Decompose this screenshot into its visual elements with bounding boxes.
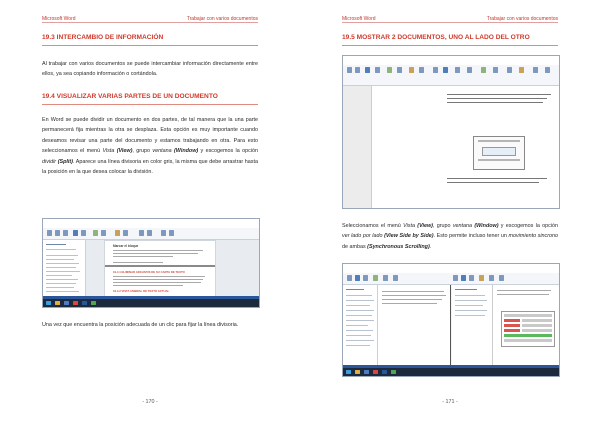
dialog-line [478, 140, 520, 142]
nav-line [46, 287, 74, 288]
right-document [493, 285, 559, 368]
doc-line [382, 291, 444, 292]
running-head-chapter: Trabajar con varios documentos [186, 16, 258, 22]
doc-text-block [443, 88, 555, 116]
page-number: - 170 - [142, 399, 158, 405]
text-run: de ambas [342, 243, 368, 250]
doc-line [113, 253, 198, 254]
nav-line [46, 271, 80, 272]
doc-red-title: 19.4.2 VISTA UMBRAL DE TEXTO ACTUAL [113, 289, 170, 293]
nav-line [346, 320, 374, 321]
menu-name: Vista [102, 148, 115, 155]
section-heading-19-5: 19.5 MOSTRAR 2 DOCUMENTOS, UNO AL LADO DEL OTRO [342, 34, 530, 41]
section-heading-19-4: 19.4 VISUALIZAR VARIAS PARTES DE UN DOCUMENTO [42, 93, 218, 100]
menu-name-en: (View) [417, 223, 433, 229]
sync-term-en: (Synchronous Scrolling) [367, 243, 430, 250]
doc-line [113, 279, 203, 280]
nav-line [455, 315, 485, 316]
left-document [378, 285, 451, 368]
ribbon-icon [139, 230, 144, 236]
nav-line [346, 345, 370, 346]
document-area [86, 240, 259, 299]
ribbon-icon [393, 275, 398, 281]
ribbon-icon [499, 275, 504, 281]
app-icon [391, 370, 396, 374]
page-number: - 171 - [442, 399, 458, 405]
ribbon-icon [409, 67, 414, 73]
ribbon-icon [373, 275, 378, 281]
nav-line [46, 249, 76, 250]
taskbar [43, 299, 259, 307]
doc-line [497, 294, 549, 295]
nav-line [346, 295, 372, 296]
text-run: Seleccionamos el menú [342, 223, 404, 229]
ribbon-icon [93, 230, 98, 236]
dialog-field [482, 147, 516, 156]
ribbon-toolbar [343, 273, 559, 285]
nav-line [455, 300, 487, 301]
running-head-chapter: Trabajar con varios documentos [486, 16, 558, 22]
table-cell [504, 339, 552, 342]
doc-line [447, 102, 543, 103]
doc-line [382, 303, 437, 304]
split-divider-line[interactable] [105, 265, 215, 267]
section-rule [42, 104, 258, 105]
ribbon-icon [519, 67, 524, 73]
app-icon [91, 301, 96, 305]
ribbon-icon [479, 275, 484, 281]
doc-line [382, 295, 446, 296]
ribbon-icon [489, 275, 494, 281]
navigation-pane [43, 240, 86, 299]
screenshot-two-windows [342, 55, 560, 209]
start-icon [346, 370, 351, 374]
ribbon-icon [443, 67, 448, 73]
menu-name: Vista [403, 223, 415, 229]
table-cell [522, 329, 552, 332]
table-cell [504, 334, 552, 337]
table-cell [504, 324, 520, 327]
nav-line [346, 305, 370, 306]
ribbon-icon [455, 67, 460, 73]
ribbon-icon [461, 275, 466, 281]
doc-line [447, 98, 547, 99]
ribbon-icon [469, 275, 474, 281]
ribbon-icon [101, 230, 106, 236]
doc-line [382, 299, 442, 300]
table-cell [522, 319, 552, 322]
doc-line [113, 282, 201, 283]
ribbon-icon [467, 67, 472, 73]
dialog-box [473, 136, 525, 170]
text-run: . Aparece una línea divisoria en color gris, la misma que debe arrastrar hasta la posición en la que desea colocar la división. [42, 158, 258, 176]
ribbon-icon [147, 230, 152, 236]
ribbon-icon [493, 67, 498, 73]
doc-line [113, 250, 203, 251]
ribbon-icon [355, 275, 360, 281]
app-icon [364, 370, 369, 374]
nav-line [346, 335, 371, 336]
ribbon-icon [161, 230, 166, 236]
running-head-title: Microsoft Word [342, 16, 376, 22]
menu-name-en: (View) [116, 148, 133, 155]
nav-line [46, 263, 79, 264]
ribbon-icon [397, 67, 402, 73]
ribbon-toolbar [343, 65, 559, 86]
ribbon-icon [55, 230, 60, 236]
section-heading-19-3: 19.3 INTERCAMBIO DE INFORMACIÓN [42, 34, 164, 41]
ribbon-icon [47, 230, 52, 236]
nav-line [46, 255, 78, 256]
ribbon-icon [115, 230, 120, 236]
section-rule [42, 45, 258, 46]
nav-line [346, 325, 368, 326]
option-name: ver lado por lado [342, 233, 383, 240]
nav-line [346, 340, 374, 341]
right-page [300, 0, 600, 424]
nav-line [46, 244, 66, 245]
doc-line [447, 94, 551, 95]
ribbon-icon [507, 67, 512, 73]
nav-line [455, 305, 483, 306]
word-icon [382, 370, 387, 374]
app-icon [373, 370, 378, 374]
option-name-en: (View Side by Side) [384, 233, 434, 240]
ribbon-icon [355, 67, 360, 73]
text-run: . Esto permite incluso tener un [433, 233, 509, 240]
group-name: ventana [452, 223, 473, 229]
window-divider [450, 285, 451, 368]
group-name-en: (Window) [474, 223, 499, 229]
paragraph-19-5 [342, 221, 558, 252]
ribbon-icon [433, 67, 438, 73]
doc-line [113, 276, 205, 277]
nav-line [346, 300, 374, 301]
nav-line [46, 275, 72, 276]
text-run: . [429, 243, 432, 250]
nav-line [346, 330, 373, 331]
ribbon-icon [365, 67, 370, 73]
ribbon-icon [453, 275, 458, 281]
nav-line [455, 310, 487, 311]
running-head-title: Microsoft Word [42, 16, 76, 22]
screenshot-split-window [42, 218, 260, 308]
section-rule [342, 45, 558, 46]
nav-line [455, 289, 477, 290]
ribbon-icon [533, 67, 538, 73]
app-icon [64, 301, 69, 305]
text-run: y escogemos la opción [198, 148, 258, 155]
option-name-en: (Split) [57, 158, 73, 165]
table-header-row [504, 314, 552, 317]
table-cell [522, 324, 552, 327]
app-icon [73, 301, 78, 305]
table-cell [504, 329, 520, 332]
option-name: dividir [42, 158, 57, 165]
ribbon-icon [481, 67, 486, 73]
doc-line [113, 285, 183, 286]
taskbar [343, 368, 559, 376]
document-page [104, 240, 216, 299]
paragraph-19-3: Al trabajar con varios documentos se puede intercambiar información directamente entre ellos, ya sea copiando información o cortándola. [42, 61, 258, 78]
word-icon [82, 301, 87, 305]
ribbon-icon [347, 275, 352, 281]
group-name: ventana [152, 148, 172, 155]
doc-line [497, 290, 551, 291]
screenshot-side-by-side [342, 263, 560, 377]
ribbon-icon [419, 67, 424, 73]
doc-line [447, 178, 547, 179]
ribbon-icon [387, 67, 392, 73]
group-name-en: (Window) [173, 148, 199, 155]
nav-line [46, 259, 74, 260]
text-run: En Word se puede dividir un documento en dos partes, de tal manera que la una parte permanecerá fija mientras la otra se desplaza. Esta opción es muy importante cuando deseamos revisar una parte del documento y estamos trabajando en otra. Para esto seleccionamos el menú [42, 117, 258, 155]
ribbon-icon [383, 275, 388, 281]
navigation-pane [343, 285, 378, 368]
text-run: , grupo [432, 223, 453, 229]
spreadsheet-table [501, 311, 555, 347]
ribbon-icon [363, 275, 368, 281]
nav-line [346, 310, 374, 311]
sync-term: movimiento sincrono [508, 233, 559, 240]
nav-line [46, 291, 79, 292]
dialog-line [478, 159, 520, 161]
header-rule [342, 22, 558, 23]
table-cell [504, 319, 520, 322]
nav-line [455, 295, 485, 296]
ribbon-icon [63, 230, 68, 236]
text-run: y escogemos la opción [498, 223, 559, 229]
ribbon-icon [73, 230, 78, 236]
nav-line [346, 315, 372, 316]
paragraph-19-4-fix: Una vez que encuentra la posición adecuada de un clic para fijar la línea divisoria. [42, 322, 239, 328]
text-run: , grupo [132, 148, 153, 155]
right-navigation-pane [452, 285, 493, 368]
doc-red-title: 19.4.1 ELIMINAR ARCHIVOS DE SU CARTA DE TEXTO [113, 270, 185, 274]
nav-line [46, 267, 76, 268]
start-icon [46, 301, 51, 305]
folder-icon [55, 301, 60, 305]
nav-line [46, 279, 78, 280]
left-margin-panel [343, 86, 372, 208]
ribbon-icon [545, 67, 550, 73]
ribbon-icon [169, 230, 174, 236]
doc-text-block [443, 174, 555, 194]
ribbon-toolbar [43, 228, 259, 240]
paragraph-19-4-split [42, 115, 258, 177]
folder-icon [355, 370, 360, 374]
doc-line [113, 256, 173, 257]
ribbon-icon [123, 230, 128, 236]
nav-line [346, 289, 364, 290]
doc-heading: Marcar el bloque [113, 244, 139, 248]
doc-line [447, 182, 539, 183]
ribbon-icon [81, 230, 86, 236]
header-rule [42, 22, 258, 23]
ribbon-icon [375, 67, 380, 73]
ribbon-icon [347, 67, 352, 73]
nav-line [46, 283, 76, 284]
doc-line [113, 262, 163, 263]
